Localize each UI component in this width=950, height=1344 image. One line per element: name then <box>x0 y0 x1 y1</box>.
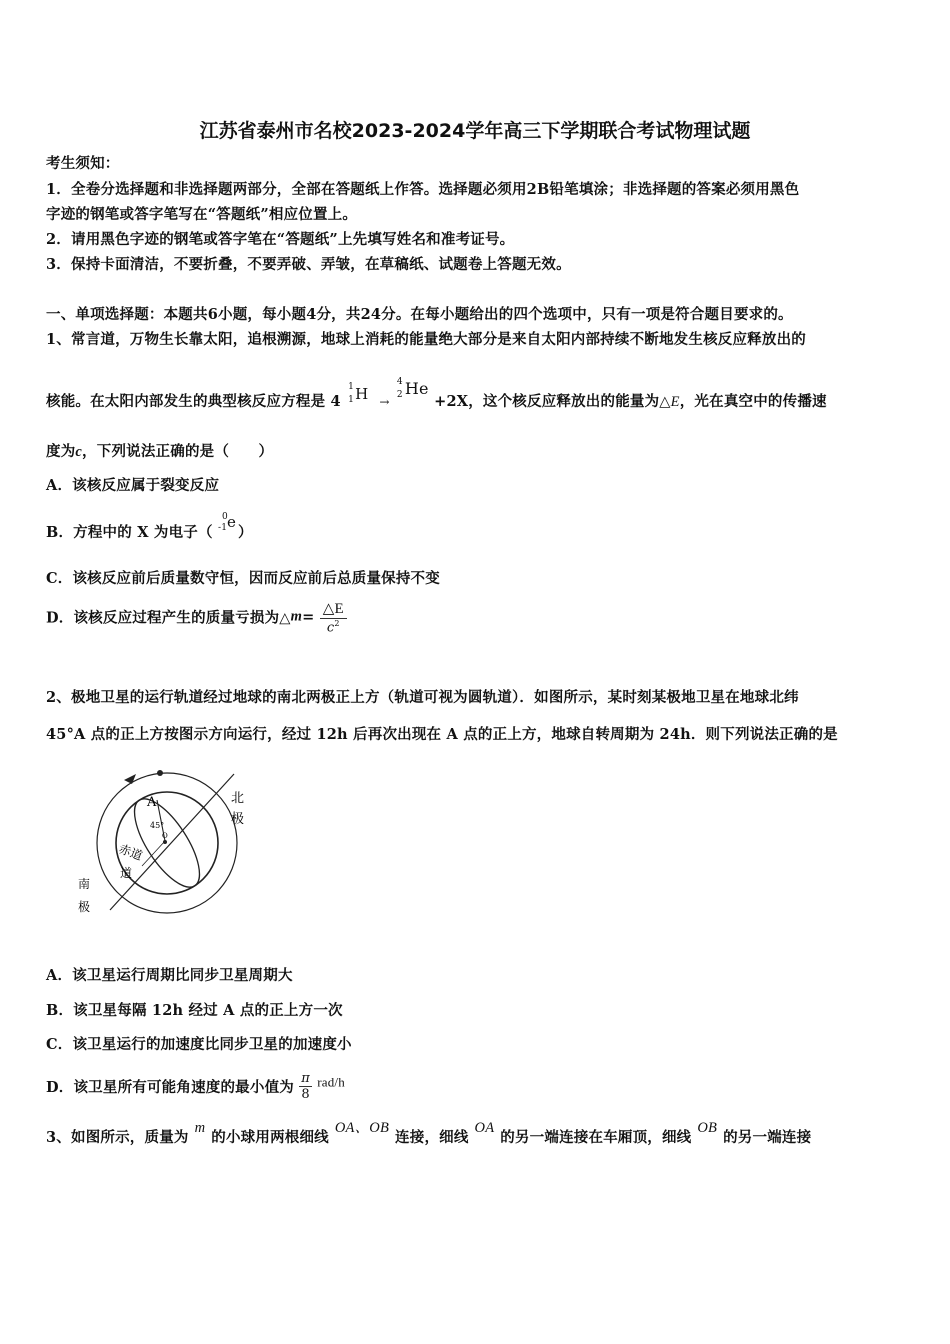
direction-arrow-icon <box>124 774 136 784</box>
q2-option-d: D．该卫星所有可能角速度的最小值为 $\frac{\pi}{8}$ rad/h <box>46 1071 345 1102</box>
earth-axis <box>110 774 234 910</box>
equator-ellipse <box>122 789 211 896</box>
q2-stem-line: 2、极地卫星的运行轨道经过地球的南北两极正上方（轨道可视为圆轨道）．如图所示，某时刻某极地卫星在地球北纬 <box>46 689 799 706</box>
q2-option-b: B．该卫星每隔 12h 经过 A 点的正上方一次 <box>46 1002 343 1019</box>
satellite-dot <box>157 770 163 776</box>
page-title: 江苏省泰州市名校2023-2024学年高三下学期联合考试物理试题 <box>199 120 751 142</box>
q1-stem-line: 度为c，下列说法正确的是（ ） <box>46 443 274 460</box>
mass-defect-fraction: $\frac{\triangle E}{c^2}$ <box>320 599 347 635</box>
arrow-icon: → <box>379 395 390 409</box>
label-north: 极 <box>231 812 245 827</box>
q1-option-a: A．该核反应属于裂变反应 <box>46 477 220 494</box>
label-north: 北 <box>231 791 245 806</box>
q1-option-c: C．该核反应前后质量数守恒，因而反应前后总质量保持不变 <box>46 570 440 587</box>
notice-item: 1．全卷分选择题和非选择题两部分，全部在答题纸上作答。选择题必须用2B铅笔填涂；非选择题的答案必须用黑色 <box>46 181 800 198</box>
label-a: A <box>147 795 157 810</box>
helium-nuclide: 4 2 He <box>396 377 429 400</box>
q1-stem-line: 1、常言道，万物生长靠太阳，追根溯源，地球上消耗的能量绝大部分是来自太阳内部持续不断地发生核反应释放出的 <box>46 331 806 348</box>
label-south: 极 <box>78 900 91 914</box>
notice-item: 字迹的钢笔或答字笔写在“答题纸”相应位置上。 <box>46 206 358 223</box>
electron-symbol: 0 -1 e <box>217 512 237 533</box>
q2-stem-line: 45°A 点的正上方按图示方向运行，经过 12h 后再次出现在 A 点的正上方，地球自转周期为 24h．则下列说法正确的是 <box>46 726 838 743</box>
polar-satellite-figure <box>72 766 272 926</box>
q1-option-d: D．该核反应过程产生的质量亏损为△m= $\frac{\triangle E}{c^2}$ <box>46 599 347 635</box>
q1-option-b: B．方程中的 X 为电子（ 0 -1 e ） <box>46 512 253 541</box>
label-equator: 道 <box>120 866 133 880</box>
notice-item: 3．保持卡面清洁，不要折叠，不要弄破、弄皱，在草稿纸、试题卷上答题无效。 <box>46 256 571 273</box>
center-dot <box>163 840 167 844</box>
notice-heading: 考生须知： <box>46 155 120 172</box>
label-equator: 赤道 <box>116 841 145 864</box>
hydrogen-nuclide: 1 1 H <box>348 382 369 405</box>
notice-item: 2．请用黑色字迹的钢笔或答字笔在“答题纸”上先填写姓名和准考证号。 <box>46 231 515 248</box>
label-o: O <box>162 832 168 840</box>
q1-stem-line: 核能。在太阳内部发生的典型核反应方程是 4 1 1 H → 4 2 He +2X，这个核反应释放出的能量为△E，光在真空中的传播速 <box>46 377 827 410</box>
q2-option-c: C．该卫星运行的加速度比同步卫星的加速度小 <box>46 1036 352 1053</box>
label-angle: 45° <box>150 821 165 830</box>
q3-stem-line: 3、如图所示，质量为m的小球用两根细线OA、OB连接，细线OA的另一端连接在车厢顶，细线OB的另一端连接 <box>46 1120 812 1146</box>
label-south: 南 <box>78 877 91 891</box>
section-heading: 一、单项选择题：本题共6小题，每小题4分，共24分。在每小题给出的四个选项中，只有一项是符合题目要求的。 <box>46 306 793 323</box>
q2-option-a: A．该卫星运行周期比同步卫星周期大 <box>46 967 293 984</box>
pi-fraction: $\frac{\pi}{8}$ <box>301 1071 310 1102</box>
